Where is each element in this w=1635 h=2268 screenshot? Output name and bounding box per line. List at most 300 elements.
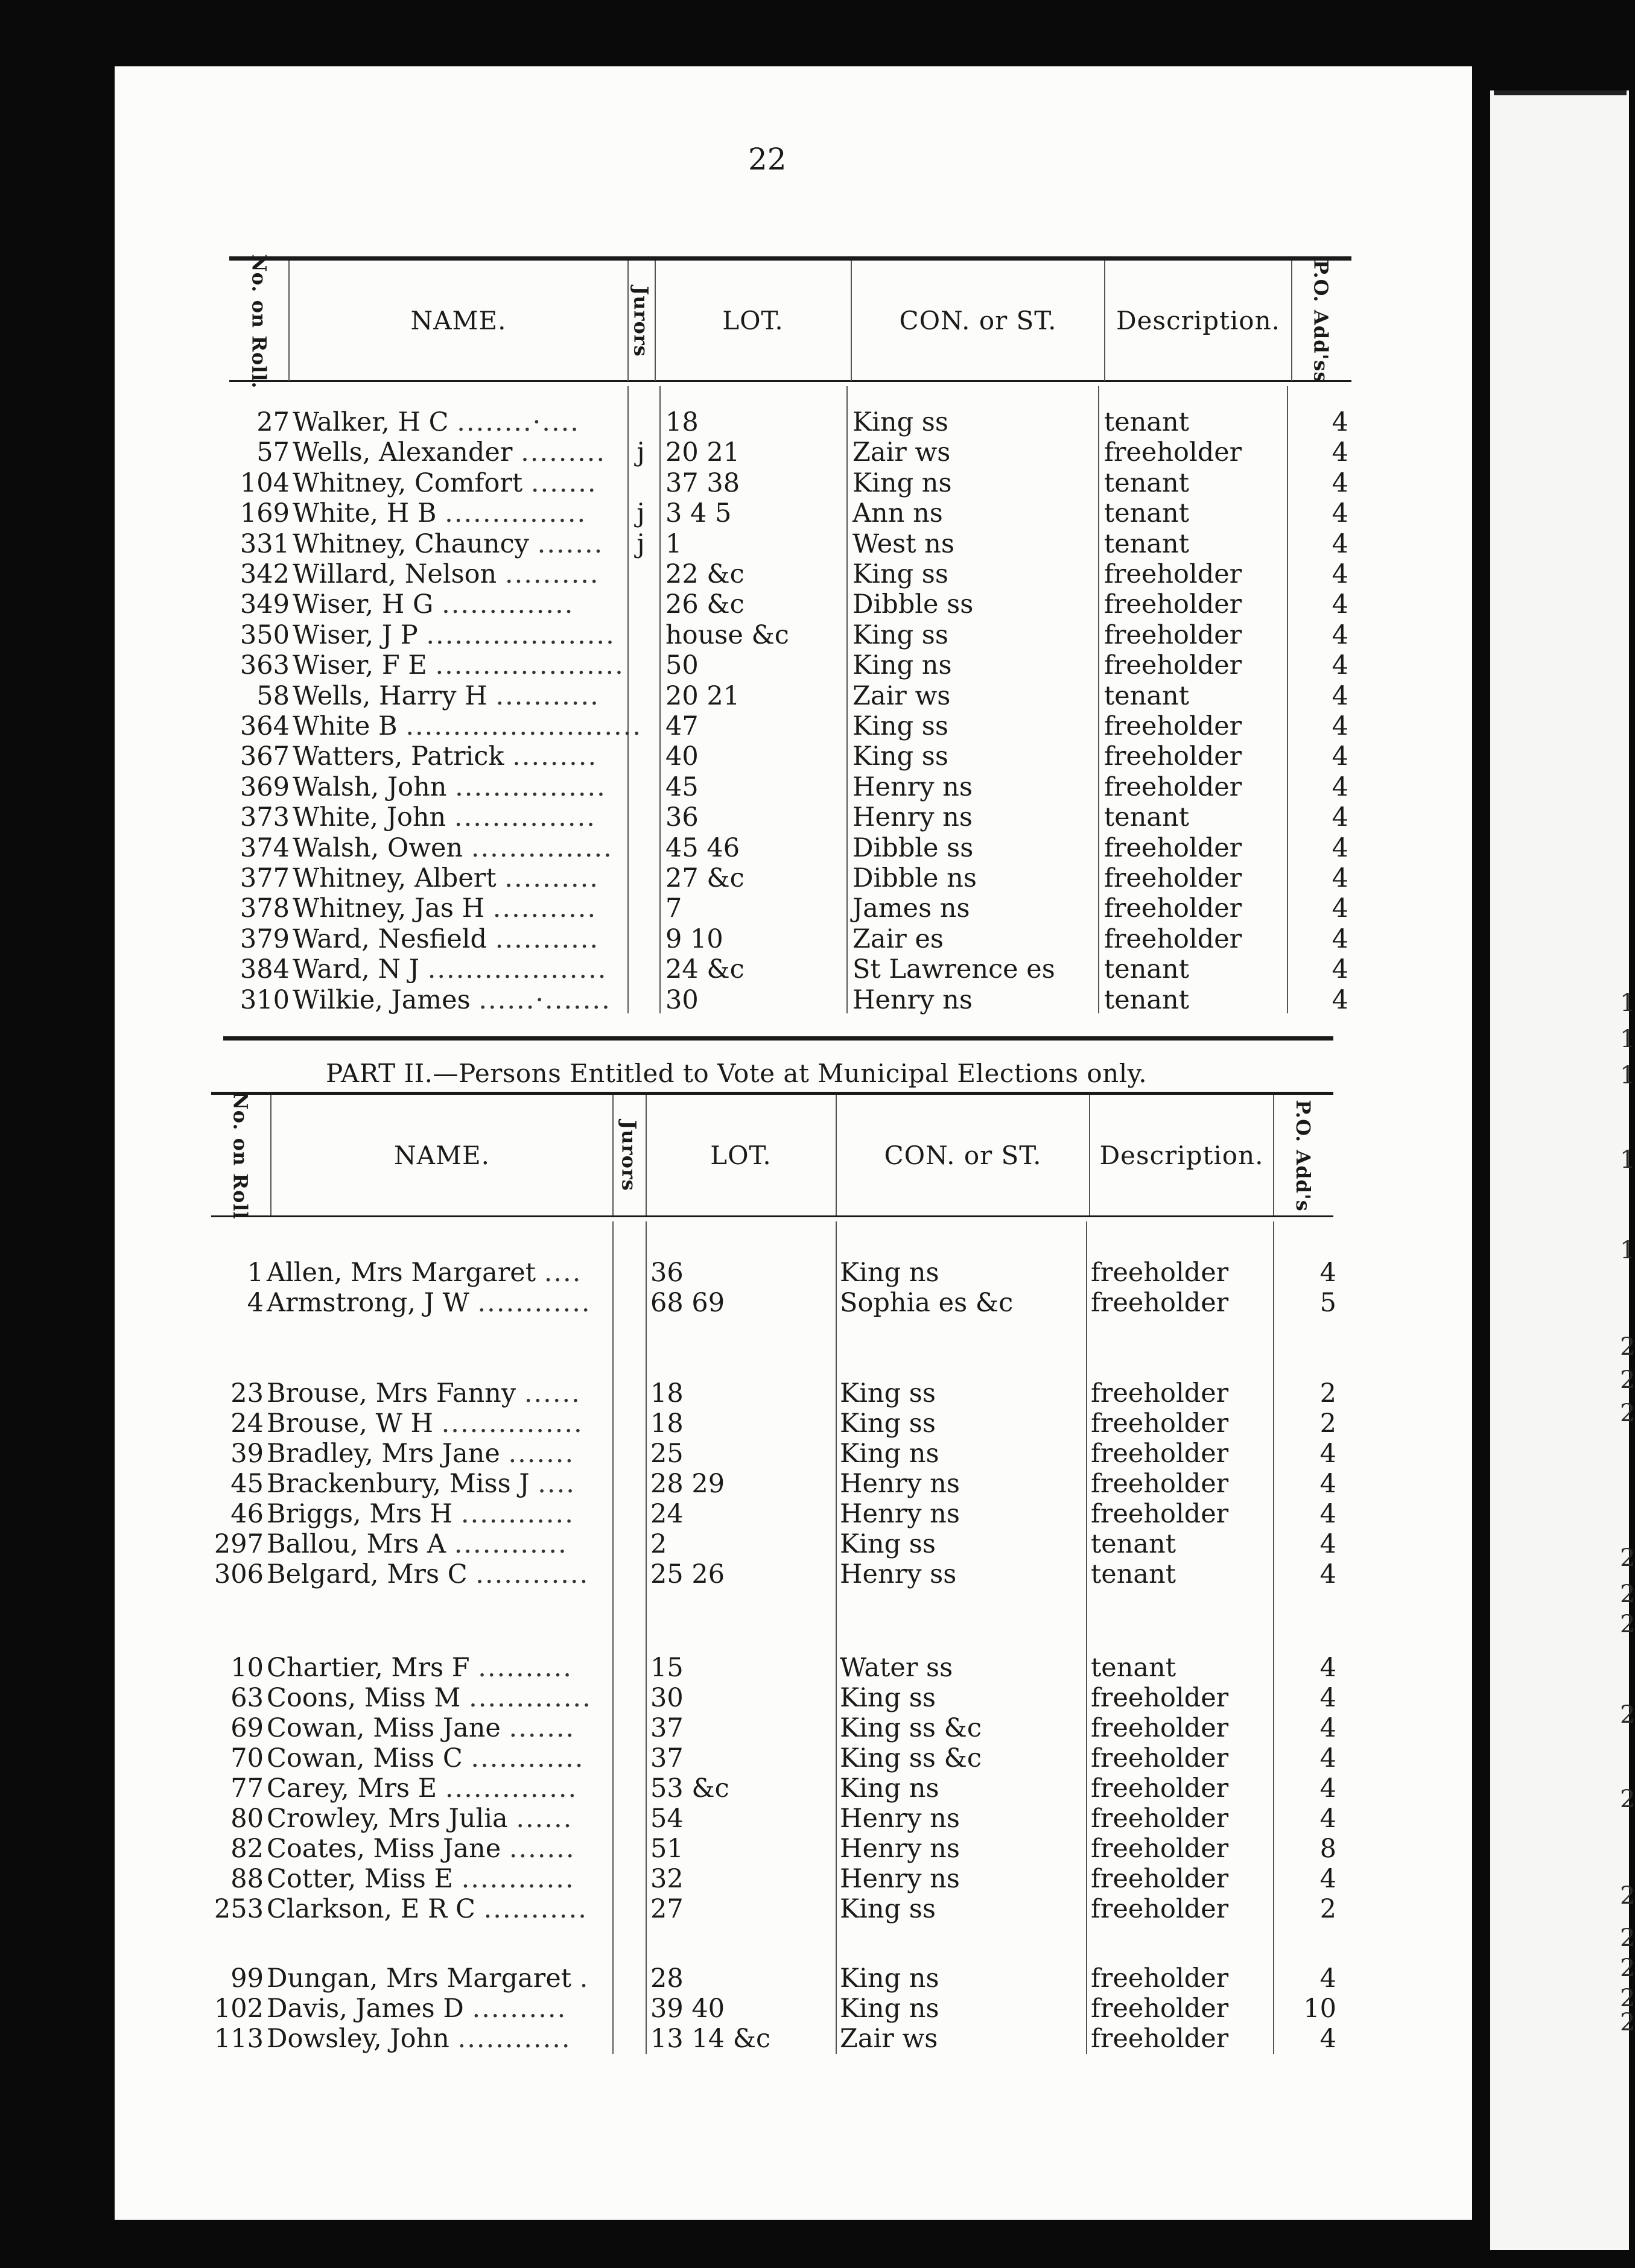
lot-number: 24 &c	[665, 954, 744, 985]
roll-number: 24	[230, 1408, 264, 1439]
description: freeholder	[1091, 1499, 1229, 1529]
lot-number: 40	[665, 741, 699, 772]
name-with-leader	[267, 1963, 589, 1994]
roll-number: 310	[240, 984, 290, 1015]
table-row	[0, 863, 1629, 893]
dot-leader: ...............	[471, 832, 613, 863]
roll-number: 297	[214, 1529, 264, 1559]
part2-header-rule	[211, 1215, 1333, 1217]
part1-header-rule	[229, 380, 1351, 382]
facing-page-fragment: 2	[1620, 1984, 1635, 2012]
po-address: 4	[1332, 984, 1348, 1015]
description: tenant	[1104, 680, 1190, 711]
part1-top-rule	[229, 256, 1351, 261]
lot-number: 25	[650, 1439, 684, 1469]
concession-street: Henry ns	[840, 1499, 960, 1529]
juror-mark: j	[637, 498, 645, 529]
lot-number: 39 40	[650, 1994, 725, 2024]
lot-number: 37	[650, 1713, 684, 1743]
lot-number: 26 &c	[665, 589, 744, 620]
po-address: 4	[1332, 771, 1348, 802]
table-row	[0, 1864, 1629, 1894]
concession-street: King ns	[852, 650, 952, 681]
dot-leader: ..........	[478, 1653, 573, 1683]
lot-number: 18	[650, 1408, 684, 1439]
description: freeholder	[1091, 1864, 1229, 1894]
lot-number: 53 &c	[650, 1773, 729, 1804]
entry-name: White, John	[293, 802, 446, 833]
concession-street: King ns	[840, 1258, 939, 1288]
concession-street: King ns	[840, 1994, 939, 2024]
roll-number: 39	[230, 1439, 264, 1469]
description: tenant	[1104, 407, 1190, 437]
lot-number: 51	[650, 1834, 684, 1864]
name-with-leader	[293, 833, 613, 863]
description: freeholder	[1091, 1894, 1229, 1924]
po-address: 4	[1319, 1529, 1336, 1559]
roll-number: 69	[230, 1713, 264, 1743]
table-row	[0, 620, 1629, 650]
description: tenant	[1104, 498, 1190, 529]
description: freeholder	[1091, 2024, 1229, 2054]
roll-number: 70	[230, 1743, 264, 1773]
concession-street: King ss	[852, 741, 948, 772]
facing-page-fragment: 1	[1620, 1025, 1635, 1053]
table-row	[0, 1559, 1629, 1589]
table-row	[0, 498, 1629, 528]
lot-number: 27 &c	[665, 863, 744, 893]
table-row	[0, 468, 1629, 498]
table-row	[0, 1288, 1629, 1318]
lot-number: 32	[650, 1864, 684, 1894]
table-row	[0, 833, 1629, 863]
p2-body-divider	[612, 1221, 614, 2054]
concession-street: Henry ns	[840, 1834, 960, 1864]
table-row	[0, 1653, 1629, 1683]
dot-leader: ...............	[441, 1408, 583, 1439]
p2-header-lot: LOT.	[710, 1140, 772, 1170]
concession-street: Henry ns	[852, 802, 973, 833]
name-with-leader	[293, 559, 600, 589]
name-with-leader	[293, 529, 603, 559]
name-with-leader	[267, 1864, 575, 1894]
dot-leader: ...............	[445, 498, 587, 529]
name-with-leader	[293, 711, 643, 741]
roll-number: 77	[230, 1773, 264, 1804]
concession-street: Zair ws	[852, 437, 951, 468]
table-row	[0, 1439, 1629, 1469]
facing-page-fragment: 1	[1620, 1146, 1635, 1174]
concession-street: King ns	[852, 467, 952, 498]
lot-number: 15	[650, 1653, 684, 1683]
roll-number: 384	[240, 954, 290, 985]
description: freeholder	[1091, 1773, 1229, 1804]
p1-header-name: NAME.	[410, 306, 507, 336]
roll-number: 373	[240, 802, 290, 833]
p1-header-con: CON. or ST.	[899, 306, 1057, 336]
name-with-leader	[293, 863, 599, 893]
description: freeholder	[1104, 619, 1242, 650]
entry-name: Wiser, J P	[293, 619, 418, 650]
po-address: 4	[1332, 619, 1348, 650]
roll-number: 104	[240, 467, 290, 498]
table-row	[0, 985, 1629, 1015]
dot-leader: ...........	[492, 893, 597, 924]
description: freeholder	[1091, 1713, 1229, 1743]
lot-number: 36	[650, 1258, 684, 1288]
description: tenant	[1104, 467, 1190, 498]
p2-body-divider	[646, 1221, 647, 2054]
facing-page-fragment: 2	[1620, 1611, 1635, 1638]
concession-street: Zair ws	[840, 2024, 938, 2054]
lot-number: 1	[665, 528, 682, 559]
name-with-leader	[267, 1894, 588, 1924]
entry-name: Willard, Nelson	[293, 559, 497, 589]
entry-name: Carey, Mrs E	[267, 1773, 437, 1804]
roll-number: 306	[214, 1559, 264, 1589]
name-with-leader	[293, 893, 597, 923]
dot-leader: ....................	[435, 650, 624, 681]
roll-number: 46	[230, 1499, 264, 1529]
dot-leader: ..............	[442, 589, 574, 620]
dot-leader: ...........	[495, 923, 600, 954]
concession-street: King ss	[852, 559, 948, 589]
facing-page-fragment: 2	[1620, 1924, 1635, 1952]
name-with-leader	[267, 2024, 571, 2054]
table-row	[0, 1258, 1629, 1288]
lot-number: 50	[665, 650, 699, 681]
roll-number: 367	[240, 741, 290, 772]
p2-body-divider	[836, 1221, 837, 2054]
entry-name: Coons, Miss M	[267, 1683, 461, 1713]
po-address: 4	[1332, 711, 1348, 741]
po-address: 4	[1332, 559, 1348, 589]
entry-name: Armstrong, J W	[267, 1288, 469, 1318]
p1-header-jurors: Jurors	[630, 285, 653, 357]
concession-street: Sophia es &c	[840, 1288, 1014, 1318]
po-address: 4	[1319, 1804, 1336, 1834]
name-with-leader	[293, 802, 596, 832]
lot-number: house &c	[665, 619, 789, 650]
juror-mark: j	[637, 528, 645, 559]
table-row	[0, 1378, 1629, 1408]
roll-number: 63	[230, 1683, 264, 1713]
po-address: 4	[1319, 1683, 1336, 1713]
p2-header-con: CON. or ST.	[884, 1140, 1042, 1170]
roll-number: 102	[214, 1994, 264, 2024]
name-with-leader	[267, 1994, 567, 2024]
entry-name: Wilkie, James	[293, 984, 471, 1015]
p2-header-name: NAME.	[393, 1140, 491, 1170]
dot-leader: ....................	[426, 619, 615, 650]
lot-number: 27	[650, 1894, 684, 1924]
lot-number: 2	[650, 1529, 667, 1559]
roll-number: 349	[240, 589, 290, 620]
name-with-leader	[293, 985, 611, 1015]
entry-name: Whitney, Jas H	[293, 893, 485, 924]
p2-header-po: P.O. Add's	[1292, 1100, 1315, 1212]
roll-number: 88	[230, 1864, 264, 1894]
name-with-leader	[293, 772, 606, 802]
roll-number: 331	[240, 528, 290, 559]
table-row	[0, 1529, 1629, 1559]
lot-number: 30	[650, 1683, 684, 1713]
lot-number: 18	[665, 407, 699, 437]
po-address: 4	[1319, 1743, 1336, 1773]
dot-leader: ................	[455, 771, 606, 802]
name-with-leader	[267, 1439, 574, 1469]
roll-number: 10	[230, 1653, 264, 1683]
table-row	[0, 1408, 1629, 1439]
description: freeholder	[1104, 893, 1242, 924]
lot-number: 18	[650, 1378, 684, 1408]
concession-street: Zair es	[852, 923, 944, 954]
name-with-leader	[293, 498, 586, 528]
po-address: 4	[1332, 498, 1348, 529]
page-number: 22	[748, 142, 787, 177]
name-with-leader	[267, 1683, 592, 1713]
description: freeholder	[1104, 650, 1242, 681]
description: freeholder	[1104, 559, 1242, 589]
description: freeholder	[1091, 1963, 1229, 1994]
lot-number: 45 46	[665, 832, 740, 863]
roll-number: 58	[256, 680, 290, 711]
entry-name: Walsh, Owen	[293, 832, 463, 863]
lot-number: 45	[665, 771, 699, 802]
entry-name: Clarkson, E R C	[267, 1894, 475, 1924]
name-with-leader	[293, 681, 600, 711]
lot-number: 24	[650, 1499, 684, 1529]
lot-number: 47	[665, 711, 699, 741]
description: freeholder	[1091, 1288, 1229, 1318]
lot-number: 25 26	[650, 1559, 725, 1589]
description: freeholder	[1091, 1804, 1229, 1834]
po-address: 4	[1319, 1773, 1336, 1804]
po-address: 4	[1332, 802, 1348, 833]
roll-number: 45	[230, 1469, 264, 1499]
lot-number: 7	[665, 893, 682, 924]
description: freeholder	[1091, 1469, 1229, 1499]
entry-name: Allen, Mrs Margaret	[267, 1258, 536, 1288]
p2-header-description: Description.	[1099, 1140, 1264, 1170]
facing-page-fragment: 1	[1620, 989, 1635, 1017]
p2-header-roll: No. on Roll	[229, 1092, 252, 1220]
lot-number: 28	[650, 1963, 684, 1994]
roll-number: 342	[240, 559, 290, 589]
concession-street: Henry ns	[852, 771, 973, 802]
description: tenant	[1091, 1653, 1176, 1683]
name-with-leader	[293, 650, 624, 681]
description: freeholder	[1091, 1439, 1229, 1469]
part2-top-rule	[211, 1092, 1333, 1095]
p1-header-lot: LOT.	[722, 306, 784, 336]
dot-leader: ............	[460, 1499, 574, 1529]
po-address: 4	[1332, 528, 1348, 559]
entry-name: White B	[293, 711, 398, 741]
table-row	[0, 954, 1629, 984]
concession-street: King ns	[840, 1439, 939, 1469]
entry-name: Bradley, Mrs Jane	[267, 1439, 500, 1469]
facing-page-fragment: 1	[1620, 1237, 1635, 1264]
concession-street: Henry ns	[840, 1804, 960, 1834]
po-address: 4	[1332, 863, 1348, 893]
lot-number: 22 &c	[665, 559, 744, 589]
table-row	[0, 893, 1629, 923]
table-row	[0, 437, 1629, 467]
po-address: 4	[1319, 1653, 1336, 1683]
concession-street: King ns	[840, 1773, 939, 1804]
table-row	[0, 1743, 1629, 1773]
dot-leader: ...............	[454, 802, 596, 833]
concession-street: Dibble ns	[852, 863, 977, 893]
description: tenant	[1104, 802, 1190, 833]
roll-number: 23	[230, 1378, 264, 1408]
facing-page-fragment: 2	[1620, 1954, 1635, 1982]
entry-name: Walker, H C	[293, 407, 449, 437]
roll-number: 377	[240, 863, 290, 893]
description: freeholder	[1104, 771, 1242, 802]
name-with-leader	[267, 1529, 568, 1559]
dot-leader: ............	[477, 1288, 591, 1318]
dot-leader: .........................	[405, 711, 643, 741]
table-row	[0, 1804, 1629, 1834]
concession-street: Henry ns	[852, 984, 973, 1015]
facing-page-fragment: 2	[1620, 2009, 1635, 2036]
name-with-leader	[293, 589, 574, 619]
table-row	[0, 1963, 1629, 1994]
description: freeholder	[1091, 1834, 1229, 1864]
entry-name: Crowley, Mrs Julia	[267, 1804, 508, 1834]
roll-number: 27	[256, 407, 290, 437]
entry-name: Brouse, Mrs Fanny	[267, 1378, 516, 1408]
name-with-leader	[267, 1559, 589, 1589]
roll-number: 374	[240, 832, 290, 863]
table-row	[0, 711, 1629, 741]
name-with-leader	[267, 1773, 577, 1804]
dot-leader: .............	[469, 1683, 592, 1713]
dot-leader: ...........	[483, 1894, 588, 1924]
po-address: 4	[1332, 923, 1348, 954]
lot-number: 20 21	[665, 680, 740, 711]
name-with-leader	[267, 1653, 573, 1683]
entry-name: Cotter, Miss E	[267, 1864, 453, 1894]
concession-street: King ss	[840, 1378, 936, 1408]
entry-name: Brackenbury, Miss J	[267, 1469, 530, 1499]
dot-leader: .......	[509, 1713, 576, 1743]
concession-street: Dibble ss	[852, 832, 974, 863]
facing-page-fragment: 2	[1620, 1399, 1635, 1427]
table-row	[0, 1713, 1629, 1743]
table-row	[0, 1773, 1629, 1804]
dot-leader: .	[579, 1963, 589, 1994]
dot-leader: ............	[461, 1864, 575, 1894]
description: tenant	[1091, 1529, 1176, 1559]
entry-name: Belgard, Mrs C	[267, 1559, 468, 1589]
dot-leader: ...................	[427, 954, 608, 985]
roll-number: 57	[256, 437, 290, 468]
part-separator-rule	[223, 1036, 1333, 1041]
entry-name: Dungan, Mrs Margaret	[267, 1963, 572, 1994]
po-address: 4	[1332, 680, 1348, 711]
name-with-leader	[267, 1258, 582, 1288]
entry-name: Cowan, Miss C	[267, 1743, 463, 1773]
po-address: 2	[1319, 1408, 1336, 1439]
name-with-leader	[293, 468, 597, 498]
dot-leader: ......	[524, 1378, 581, 1408]
table-row	[0, 1499, 1629, 1529]
facing-page-fragment: 1	[1620, 1062, 1635, 1089]
lot-number: 20 21	[665, 437, 740, 468]
lot-number: 13 14 &c	[650, 2024, 771, 2054]
table-row	[0, 559, 1629, 589]
juror-mark: j	[637, 437, 645, 468]
dot-leader: .......	[509, 1834, 576, 1864]
table-row	[0, 802, 1629, 832]
p2-body-divider	[1086, 1221, 1087, 2054]
table-row	[0, 772, 1629, 802]
dot-leader: ..........	[504, 863, 599, 893]
lot-number: 54	[650, 1804, 684, 1834]
dot-leader: ............	[457, 2024, 571, 2054]
entry-name: Whitney, Albert	[293, 863, 497, 893]
dot-leader: ..........	[504, 559, 600, 589]
facing-page-fragment: 2	[1620, 1785, 1635, 1813]
p1-header-po: P.O. Add'ss	[1309, 259, 1333, 383]
dot-leader: ......·.......	[478, 984, 611, 1015]
po-address: 4	[1332, 893, 1348, 924]
dot-leader: .......	[508, 1439, 575, 1469]
description: tenant	[1104, 528, 1190, 559]
po-address: 4	[1319, 2024, 1336, 2054]
entry-name: Coates, Miss Jane	[267, 1834, 501, 1864]
dot-leader: ............	[475, 1559, 589, 1589]
po-address: 4	[1319, 1864, 1336, 1894]
part2-title: PART II.—Persons Entitled to Vote at Municipal Elections only.	[326, 1059, 1148, 1088]
entry-name: Chartier, Mrs F	[267, 1653, 470, 1683]
entry-name: Whitney, Chauncy	[293, 528, 529, 559]
dot-leader: ........·....	[457, 407, 580, 437]
concession-street: King ss	[840, 1529, 936, 1559]
entry-name: Briggs, Mrs H	[267, 1499, 453, 1529]
p2-body-divider	[1273, 1221, 1274, 2054]
concession-street: St Lawrence es	[852, 954, 1055, 985]
table-row	[0, 741, 1629, 771]
entry-name: Wells, Alexander	[293, 437, 513, 468]
lot-number: 36	[665, 802, 699, 833]
name-with-leader	[293, 437, 606, 467]
table-row	[0, 1834, 1629, 1864]
description: freeholder	[1104, 923, 1242, 954]
dot-leader: ...........	[495, 680, 600, 711]
facing-page-fragment: 2	[1620, 1366, 1635, 1394]
entry-name: White, H B	[293, 498, 437, 529]
concession-street: Dibble ss	[852, 589, 974, 620]
concession-street: Henry ns	[840, 1469, 960, 1499]
concession-street: King ss	[840, 1408, 936, 1439]
table-row	[0, 1994, 1629, 2024]
po-address: 10	[1303, 1994, 1336, 2024]
table-row	[0, 1683, 1629, 1713]
description: freeholder	[1091, 1994, 1229, 2024]
lot-number: 68 69	[650, 1288, 725, 1318]
concession-street: King ss	[852, 619, 948, 650]
roll-number: 378	[240, 893, 290, 924]
entry-name: Brouse, W H	[267, 1408, 433, 1439]
facing-page-fragment: 2	[1620, 1333, 1635, 1361]
description: freeholder	[1104, 741, 1242, 772]
description: freeholder	[1104, 832, 1242, 863]
description: tenant	[1104, 954, 1190, 985]
